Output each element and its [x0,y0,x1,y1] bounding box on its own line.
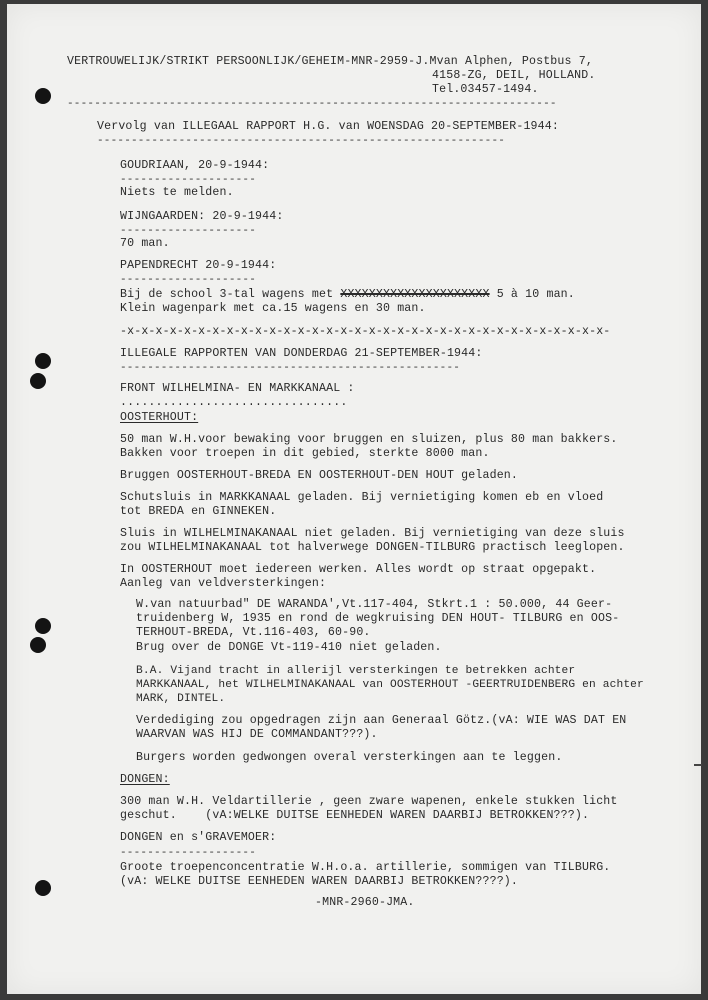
oosterhout-p6-line-2: truidenberg W, 1935 en rond de wegkruising DEN HOUT- TILBURG en OOS- [136,612,620,625]
wijngaarden-text: 70 man. [120,237,170,250]
oosterhout-p4-line-1: Sluis in WILHELMINAKANAAL niet geladen. Bij vernietiging van deze sluis [120,527,625,540]
oosterhout-p7-line-1: B.A. Vijand tracht in allerijl versterkingen te betrekken achter [136,665,576,677]
oosterhout-p1-line-2: Bakken voor troepen in dit gebied, sterkte 8000 man. [120,447,490,460]
oosterhout-p5-line-2: Aanleg van veldversterkingen: [120,577,327,590]
punch-hole [35,618,51,634]
dongen-line-2: geschut. (vA:WELKE DUITSE EENHEDEN WAREN DAARBIJ BETROKKEN???). [120,809,590,822]
oosterhout-p3-line-1: Schutsluis in MARKKANAAL geladen. Bij vernietiging komen eb en vloed [120,491,604,504]
gravemoer-line-1: Groote troepenconcentratie W.H.o.a. artillerie, sommigen van TILBURG. [120,861,611,874]
goudriaan-heading: GOUDRIAAN, 20-9-1944: [120,159,270,172]
rapporten-underline: -------------------------------------------------- [120,364,461,372]
separator-rule: ------------------------------------------------------------------------ [67,100,557,108]
rapporten-title: ILLEGALE RAPPORTEN VAN DONDERDAG 21-SEPTEMBER-1944: [120,347,483,360]
wijngaarden-heading: WIJNGAARDEN: 20-9-1944: [120,210,284,223]
dongen-heading: DONGEN: [120,773,170,786]
oosterhout-p6-line-4: Brug over de DONGE Vt-119-410 niet geladen. [136,641,442,654]
papendrecht-line-2: Klein wagenpark met ca.15 wagens en 30 man. [120,302,426,315]
header-line-1: VERTROUWELIJK/STRIKT PERSOONLIJK/GEHEIM-MNR-2959-J.Mvan Alphen, Postbus 7, [67,55,593,68]
margin-mark [694,764,702,766]
oosterhout-p7-line-2: MARKKANAAL, het WILHELMINAKANAAL van OOSTERHOUT -GEERTRUIDENBERG en achter [136,679,644,691]
gravemoer-heading: DONGEN en s'GRAVEMOER: [120,831,277,844]
oosterhout-p2: Bruggen OOSTERHOUT-BREDA EN OOSTERHOUT-DEN HOUT geladen. [120,469,519,482]
footer-reference: -MNR-2960-JMA. [315,896,415,909]
papendrecht-line-1 [120,288,575,302]
struck-out-text: XXXXXXXXXXXXXXXXXXXXX [340,288,490,301]
heading-underline: -------------------- [120,276,257,284]
dongen-line-1: 300 man W.H. Veldartillerie , geen zware wapenen, enkele stukken licht [120,795,618,808]
oosterhout-p8-line-2: WAARVAN WAS HIJ DE COMMANDANT???). [136,728,378,741]
oosterhout-p3-line-2: tot BREDA en GINNEKEN. [120,505,277,518]
goudriaan-text: Niets te melden. [120,186,234,199]
x-separator: -x-x-x-x-x-x-x-x-x-x-x-x-x-x-x-x-x-x-x-x-x-x-x-x-x-x-x-x-x-x-x-x-x-x- [120,325,611,338]
papendrecht-line-1-start: Bij de school 3-tal wagens met [120,288,341,301]
heading-underline: -------------------- [120,849,257,857]
punch-hole [30,373,46,389]
oosterhout-p1-line-1: 50 man W.H.voor bewaking voor bruggen en sluizen, plus 80 man bakkers. [120,433,618,446]
punch-hole [35,880,51,896]
oosterhout-p9: Burgers worden gedwongen overal versterkingen aan te leggen. [136,751,563,764]
oosterhout-p6-line-3: TERHOUT-BREDA, Vt.116-403, 60-90. [136,626,371,639]
oosterhout-p7-line-3: MARK, DINTEL. [136,693,226,705]
heading-underline: -------------------- [120,176,257,184]
gravemoer-line-2: (vA: WELKE DUITSE EENHEDEN WAREN DAARBIJ BETROKKEN????). [120,875,519,888]
punch-hole [35,88,51,104]
report-title: Vervolg van ILLEGAAL RAPPORT H.G. van WOENSDAG 20-SEPTEMBER-1944: [97,120,559,133]
document-page [7,4,701,994]
papendrecht-heading: PAPENDRECHT 20-9-1944: [120,259,277,272]
papendrecht-line-1-end: 5 à 10 man. [489,288,575,301]
punch-hole [30,637,46,653]
header-line-3: Tel.03457-1494. [432,83,539,96]
header-line-2: 4158-ZG, DEIL, HOLLAND. [432,69,596,82]
oosterhout-p5-line-1: In OOSTERHOUT moet iedereen werken. Alles wordt op straat opgepakt. [120,563,597,576]
title-underline: ------------------------------------------------------------ [97,137,506,145]
oosterhout-p8-line-1: Verdediging zou opgedragen zijn aan Generaal Götz.(vA: WIE WAS DAT EN [136,714,627,727]
punch-hole [35,353,51,369]
oosterhout-heading: OOSTERHOUT: [120,411,199,424]
oosterhout-p4-line-2: zou WILHELMINAKANAAL tot halverwege DONGEN-TILBURG practisch leeglopen. [120,541,625,554]
oosterhout-p6-line-1: W.van natuurbad" DE WARANDA',Vt.117-404, Stkrt.1 : 50.000, 44 Geer- [136,598,613,611]
heading-underline: -------------------- [120,227,257,235]
front-heading: FRONT WILHELMINA- EN MARKKANAAL : [120,382,355,395]
dotted-underline: ................................ [120,396,348,409]
